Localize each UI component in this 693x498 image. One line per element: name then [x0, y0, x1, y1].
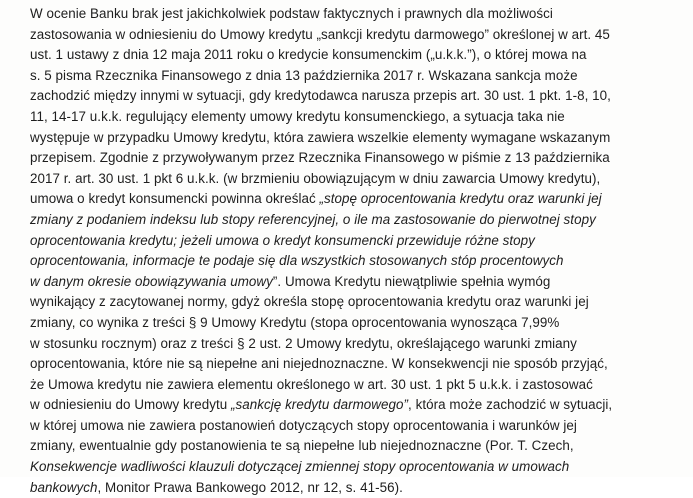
text-segment: , która może zachodzić w sytuacji, [408, 397, 613, 413]
text-line [30, 231, 670, 252]
text-line: ust. 1 ustawy z dnia 12 maja 2011 roku o kredycie konsumenckim („u.k.k.”), o której mowa na [30, 47, 587, 63]
text-line [30, 251, 670, 272]
quoted-text: zmiany z podaniem indeksu lub stopy referencyjnej, o ile ma zastosowanie do pierwotnej stopy [30, 211, 596, 227]
text-line [30, 457, 670, 478]
text-line [30, 395, 670, 416]
text-segment: ”. Umowa Kredytu niewątpliwie spełnia wymóg [272, 273, 551, 289]
text-line: występuje w przypadku Umowy kredytu, która zawiera wszelkie elementy wymagane wskazanym [30, 129, 611, 145]
text-segment: w odniesieniu do Umowy kredytu [30, 397, 232, 413]
text-line: przepisem. Zgodnie z przywoływanym przez Rzecznika Finansowego w piśmie z 13 października [30, 150, 610, 166]
text-segment: umowa o kredyt konsumencki powinna określać [30, 191, 320, 207]
text-line: że Umowa kredytu nie zawiera elementu określonego w art. 30 ust. 1 pkt 5 u.k.k. i zastosować [30, 376, 593, 392]
citation-title: Konsekwencje wadliwości klauzuli dotyczącej zmiennej stopy oprocentowania w umowach [30, 459, 570, 475]
text-line [30, 478, 670, 498]
text-line: w której umowa nie zawiera postanowień dotyczących stopy oprocentowania i warunków jej [30, 417, 577, 433]
text-line: oprocentowania, które nie są niepełne ani niejednoznaczne. W konsekwencji nie sposób przyjąć, [30, 356, 608, 372]
text-line: zastosowania w odniesieniu do Umowy kredytu „sankcji kredytu darmowego” określonej w art. 45 [30, 26, 610, 42]
text-line: zmiany, co wynika z treści § 9 Umowy Kredytu (stopa oprocentowania wynosząca 7,99% [30, 314, 560, 330]
text-line [30, 189, 670, 210]
quoted-text: „stopę oprocentowania kredytu oraz warunki jej [319, 191, 602, 207]
text-line [30, 210, 670, 231]
citation-title: bankowych [30, 479, 98, 495]
text-line: zachodzić między innymi w sytuacji, gdy kredytodawca narusza przepis art. 30 ust. 1 pkt. 1-8, 10, [30, 88, 611, 104]
quoted-text: oprocentowania kredytu; jeżeli umowa o kredyt konsumencki przewiduje różne stopy [30, 232, 535, 248]
text-line: wynikający z zacytowanej normy, gdyż określa stopę oprocentowania kredytu oraz warunki jej [30, 294, 589, 310]
quoted-text: w danym okresie obowiązywania umowy [30, 273, 273, 289]
text-line: zmiany, ewentualnie gdy postanowienia te są niepełne lub niejednoznaczne (Por. T. Czech, [30, 438, 574, 454]
text-line: W ocenie Banku brak jest jakichkolwiek podstaw faktycznych i prawnych dla możliwości [30, 6, 553, 21]
paragraph [30, 4, 670, 498]
quoted-text: oprocentowania, informacje te podaje się dla wszystkich stosowanych stóp procentowych [30, 253, 564, 269]
text-line: 11, 14-17 u.k.k. regulujący elementy umowy kredytu konsumenckiego, a sytuacja taka nie [30, 108, 565, 124]
text-line: s. 5 pisma Rzecznika Finansowego z dnia 13 października 2017 r. Wskazana sankcja może [30, 67, 578, 83]
text-segment: , Monitor Prawa Bankowego 2012, nr 12, s. 41-56). [97, 479, 403, 495]
text-line: 2017 r. art. 30 ust. 1 pkt 6 u.k.k. (w brzmieniu obowiązującym w dniu zawarcia Umowy kredytu), [30, 170, 601, 186]
text-line: w stosunku rocznym) oraz z treści § 2 ust. 2 Umowy kredytu, określającego warunki zmiany [30, 335, 577, 351]
text-line [30, 272, 670, 293]
quoted-text: „sankcję kredytu darmowego” [231, 397, 409, 413]
